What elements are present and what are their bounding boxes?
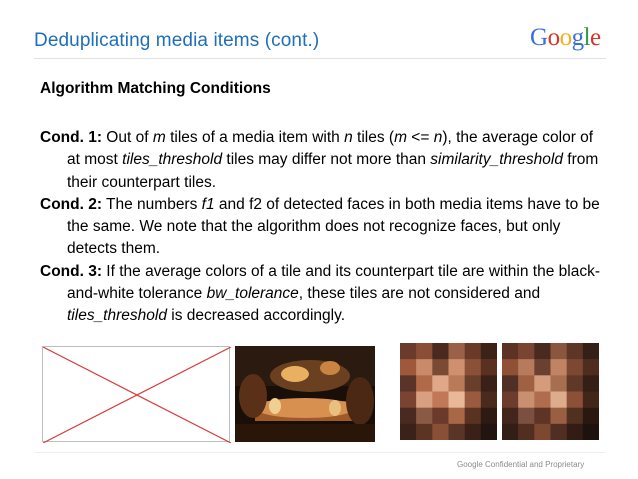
mosaic-tile [481,359,497,375]
mosaic-tile [534,424,550,440]
text: If the average colors of a tile and its counterpart tile are within the black-and-white tolerance [67,262,600,303]
logo-letter: o [559,24,572,51]
mosaic-tile [432,424,448,440]
mosaic-tile [432,375,448,391]
mosaic-tile [567,408,583,424]
text: and f2 of detected faces in both media items have to be the same. We note that the algorithm does not recognize faces, but only detects them. [67,195,600,258]
google-logo [530,24,601,52]
mosaic-tile [416,408,432,424]
var: m [394,129,407,146]
mosaic-tile [567,424,583,440]
mosaic-tile [534,392,550,408]
mosaic-tile [567,392,583,408]
mosaic-tile [551,375,567,391]
mosaic-tile [567,359,583,375]
condition-label: Cond. 1: [40,129,102,146]
mosaic-tile [465,424,481,440]
text: The numbers [102,195,202,213]
section-heading: Algorithm Matching Conditions [40,80,271,97]
mosaic-tile [567,343,583,359]
mosaic-tile [551,408,567,424]
mosaic-tile [416,392,432,408]
mosaic-tile [583,359,599,375]
mosaic-tile [502,392,518,408]
mosaic-tile [432,359,448,375]
mosaic-tile [465,408,481,424]
mosaic-tile [449,408,465,424]
mosaic-tile [518,408,534,424]
text: tiles may differ not more than [222,151,431,169]
mosaic-tile [583,343,599,359]
mosaic-tile [518,375,534,391]
mosaic-tile [583,375,599,391]
var: tiles_threshold [67,307,167,325]
text: , these tiles are not considered and [298,285,541,303]
condition-2 [40,194,610,261]
mosaic-tile [449,424,465,440]
mosaic-tile [481,392,497,408]
header-divider [34,58,606,59]
var: similarity_threshold [430,151,563,169]
mosaic-tile [400,408,416,424]
var: n [344,129,353,146]
mosaic-tile [583,424,599,440]
mosaic-tile [400,359,416,375]
text: is decreased accordingly. [166,307,346,325]
text: from their counterpart tiles. [67,151,599,191]
mosaic-tile [481,408,497,424]
mosaic-tile [432,343,448,359]
mosaic-tile [481,375,497,391]
condition-label: Cond. 3: [40,262,102,280]
mosaic-tile [400,392,416,408]
mosaic-tile [502,408,518,424]
footer-divider [34,452,606,453]
mosaic-tile [567,375,583,391]
mosaic-tile [481,424,497,440]
slide-title: Deduplicating media items (cont.) [34,30,320,51]
mosaic-tile [551,343,567,359]
logo-letter: e [590,24,601,51]
mosaic-tile [534,408,550,424]
condition-3 [40,261,610,328]
media-photo [235,346,375,442]
logo-letter: o [547,24,560,51]
text: ), the average color of at most [67,129,594,169]
mosaic-tile [518,392,534,408]
mosaic-tile [518,343,534,359]
mosaic-tile [534,375,550,391]
cross-icon [43,347,231,443]
missing-image-placeholder [42,346,230,442]
mosaic-tile [449,375,465,391]
mosaic-tile [449,343,465,359]
mosaic-tile [481,343,497,359]
tile-mosaic-counterpart [502,343,599,440]
var: n [433,129,443,146]
mosaic-tile [502,424,518,440]
mosaic-tile [400,375,416,391]
mosaic-tile [416,343,432,359]
mosaic-tile [518,424,534,440]
logo-letter: l [583,24,591,51]
var: f1 [201,195,215,213]
mosaic-tile [551,392,567,408]
mosaic-tile [400,424,416,440]
text: tiles of a media item with [165,129,345,146]
mosaic-tile [583,392,599,408]
mosaic-tile [534,343,550,359]
conditions-list [40,127,610,328]
mosaic-tile [432,408,448,424]
var: m [152,129,166,146]
mosaic-tile [518,359,534,375]
mosaic-tile [449,359,465,375]
mosaic-tile [551,424,567,440]
mosaic-tile [416,359,432,375]
mosaic-tile [465,392,481,408]
mosaic-tile [465,375,481,391]
mosaic-tile [432,392,448,408]
mosaic-tile [502,343,518,359]
mosaic-tile [583,408,599,424]
condition-label: Cond. 2: [40,195,102,213]
var: tiles_threshold [122,151,223,169]
text: Out of [102,129,153,146]
text: tiles ( [352,129,395,146]
mosaic-tile [465,359,481,375]
mosaic-tile [502,375,518,391]
tile-mosaic-original [400,343,497,440]
condition-1 [40,127,610,194]
logo-letter: G [530,24,548,51]
var: bw_tolerance [206,285,299,303]
mosaic-tile [502,359,518,375]
mosaic-tile [400,343,416,359]
mosaic-tile [449,392,465,408]
logo-letter: g [571,24,584,51]
mosaic-tile [465,343,481,359]
text: <= [406,129,434,146]
mosaic-tile [534,359,550,375]
mosaic-tile [551,359,567,375]
mosaic-tile [416,375,432,391]
mosaic-tile [416,424,432,440]
footer-confidential: Google Confidential and Proprietary [457,460,585,469]
